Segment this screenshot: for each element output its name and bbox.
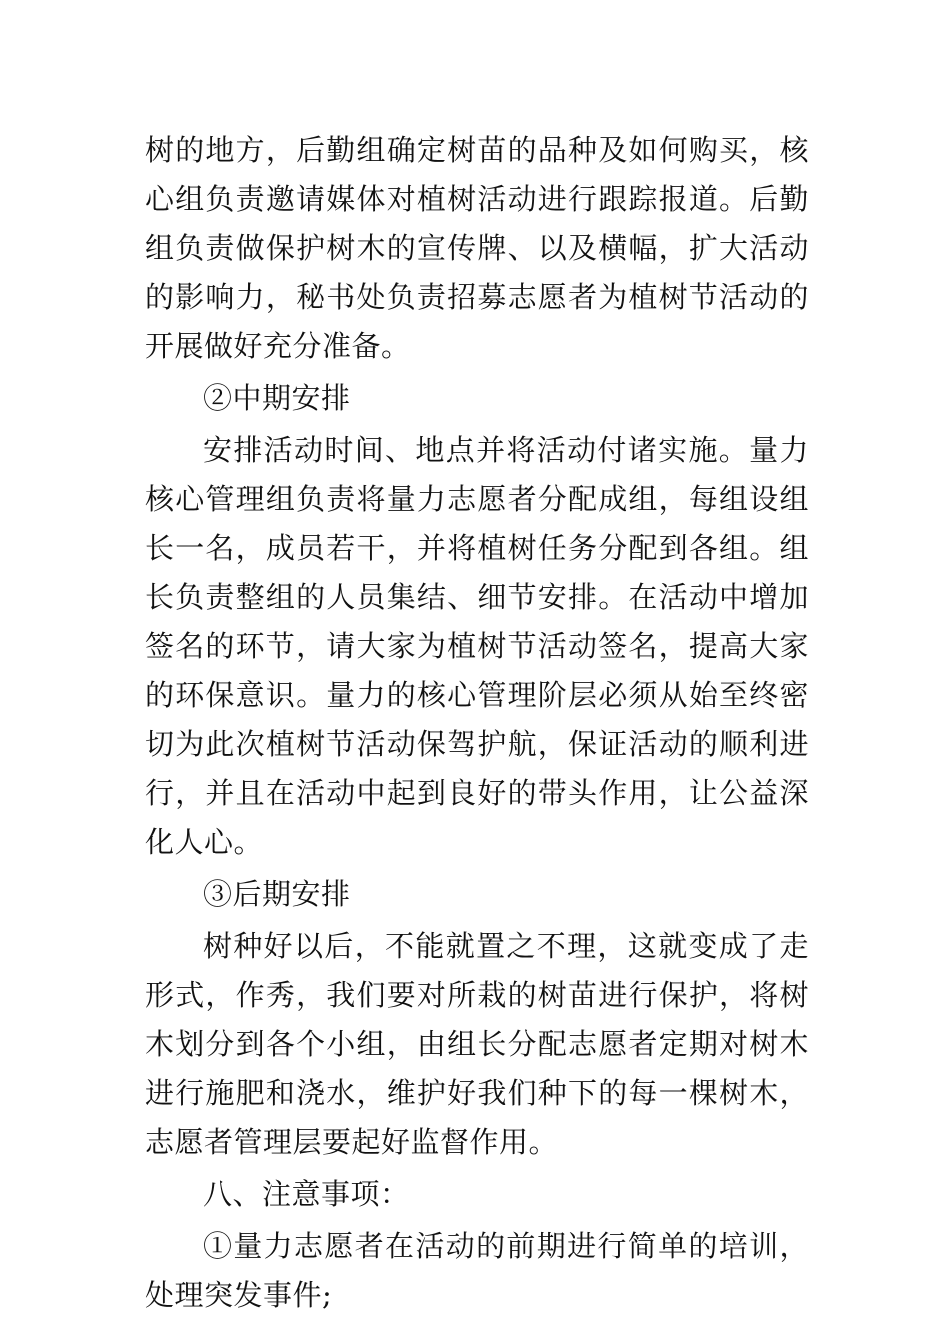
heading-mid-term-arrangement: ②中期安排	[203, 381, 351, 415]
paragraph-planning-continued: 树的地方，后勤组确定树苗的品种及如何购买，核心组负责邀请媒体对植树活动进行跟踪报道。后勤组负责做保护树木的宣传牌、以及横幅，扩大活动的影响力，秘书处负责招募志愿者为植树节活动的开展做好充分准备。	[145, 133, 809, 363]
paragraph-late-stage-arrangement: 树种好以后，不能就置之不理，这就变成了走形式，作秀，我们要对所栽的树苗进行保护，将树木划分到各个小组，由组长分配志愿者定期对树木进行施肥和浇水，维护好我们种下的每一棵树木，志愿者管理层要起好监督作用。	[145, 929, 809, 1159]
heading-late-stage-arrangement: ③后期安排	[203, 877, 351, 911]
document-body	[145, 126, 809, 1323]
heading-precautions: 八、注意事项：	[203, 1177, 410, 1211]
paragraph-mid-term-arrangement: 安排活动时间、地点并将活动付诸实施。量力核心管理组负责将量力志愿者分配成组，每组设组长一名，成员若干，并将植树任务分配到各组。组长负责整组的人员集结、细节安排。在活动中增加签名的环节，请大家为植树节活动签名，提高大家的环保意识。量力的核心管理阶层必须从始至终密切为此次植树节活动保驾护航，保证活动的顺利进行，并且在活动中起到良好的带头作用，让公益深化人心。	[145, 433, 809, 859]
paragraph-precaution-item-1: ①量力志愿者在活动的前期进行简单的培训，处理突发事件;	[145, 1229, 809, 1312]
